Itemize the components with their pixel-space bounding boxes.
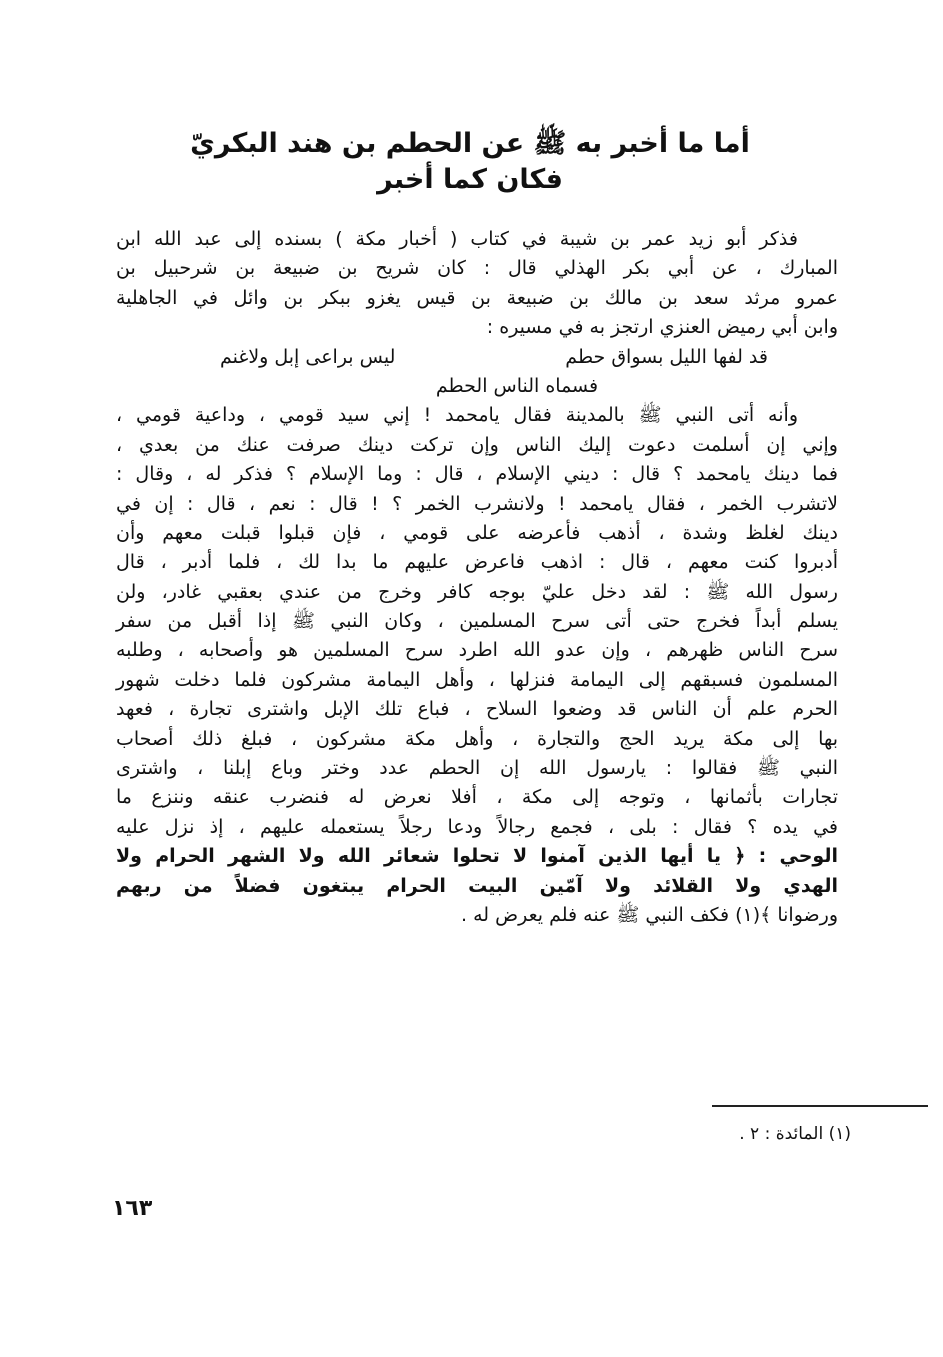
quran-verse-line: الهدي ولا القلائد ولا آمّين البيت الحرام يبتغون فضلاً من ربهم (116, 874, 838, 897)
footnote: (١) المائدة : ٢ . (739, 1124, 851, 1144)
paragraph-line: وأنه أتى النبي ﷺ بالمدينة فقال يامحمد ! إني سيد قومي ، وداعية قومي ، (116, 404, 798, 427)
paragraph-line: في يده ؟ فقال : بلى ، فجمع رجالاً ودعا رجلاً يستعمله عليهم ، إذ نزل عليه (116, 815, 838, 838)
paragraph-line: الوحي : ﴿ يا أيها الذين آمنوا لا تحلوا شعائر الله ولا الشهر الحرام ولا (116, 845, 838, 868)
paragraph-line: يسلم أبداً فخرج حتى أتى سرح المسلمين ، وكان النبي ﷺ إذا أقبل من سفر (116, 610, 838, 633)
chapter-heading-line-2: فكان كما أخبر (377, 164, 563, 195)
paragraph-line: فذكر أبو زيد عمر بن شيبة في كتاب ( أخبار مكة ) بسنده إلى عبد الله ابن (116, 228, 798, 250)
footnote-separator (712, 1105, 928, 1107)
page-number: ١٦٣ (112, 1196, 153, 1221)
paragraph-line: وإني إن أسلمت دعوت إليك الناس وإن تركت دينك صرفت عنك من بعدي ، (116, 433, 838, 456)
paragraph-line: الحرم علم أن الناس قد وضعوا السلاح ، فباع تلك الإبل واشترى تجارة ، فعهد (116, 698, 838, 721)
paragraph-line: أدبروا كنت معهم ، قال : اذهب فاعرض عليهم ما بدا لك ، فلما أدبر ، قال (116, 551, 838, 574)
paragraph-line: رسول الله ﷺ : لقد دخل عليّ بوجه كافر وخرج من عندي بعقبي غادر، ولن (116, 580, 838, 603)
paragraph-line: فما دينك يامحمد ؟ قال : ديني الإسلام ، قال : وما الإسلام ؟ فذكر له ، وقال : (116, 463, 838, 486)
paragraph-line: سرح الناس ظهرهم ، وإن عدو الله اطرد سرح المسلمين هو وأصحابه ، وطلبه (116, 639, 838, 662)
poem-verse (116, 343, 838, 372)
paragraph-line: عمرو مرثد سعد بن مالك بن ضبيعة بن قيس يغزو ببكر بن وائل في الجاهلية (116, 286, 838, 309)
paragraph-line: وابن أبي رميض العنزي ارتجز به في مسيره : (486, 316, 838, 339)
paragraph-line: المبارك ، عن أبي بكر الهذلي قال : كان شريح بن ضبيعة بن شرحبيل بن (116, 257, 838, 280)
paragraph-line: النبي ﷺ فقالوا : يارسول الله إن الحطم عدد وختر وباع إبلنا ، واشترى (116, 757, 838, 780)
poem-note: فسماه الناس الحطم (435, 374, 599, 397)
body-text (116, 225, 838, 930)
paragraph-line: المسلمون فسبقهم إلى اليمامة فنزلها ، وأهل اليمامة مشركون فلما دخلت شهور (116, 668, 838, 691)
paragraph-line: تجارات بأثمانها ، وتوجه إلى مكة ، أفلا نعرض له فنضرب عنقه وننزع ما (116, 786, 838, 809)
paragraph-line: لاتشرب الخمر ، فقال يامحمد ! ولانشرب الخمر ؟ ! قال : نعم ، قال : إن في (116, 492, 838, 515)
paragraph-line: دينك لغلظ وشدة ، أذهب فأعرضه على قومي ، فإن قبلوا قبلت معهم وأن (116, 521, 838, 544)
paragraph-line: بها إلى مكة يريد الحج والتجارة ، وأهل مكة مشركون ، فبلغ ذلك أصحاب (116, 727, 838, 750)
paragraph-line: ورضوانا ﴾(١) فكف النبي ﷺ عنه فلم يعرض له . (461, 903, 838, 926)
poem-hemistich-right: قد لفها الليل بسواق حطم (565, 345, 768, 368)
poem-hemistich-left: ليس براعى إبل ولاغنم (220, 345, 396, 368)
chapter-heading-line-1: أما ما أخبر به ﷺ عن الحطم بن هند البكريّ (190, 128, 750, 159)
